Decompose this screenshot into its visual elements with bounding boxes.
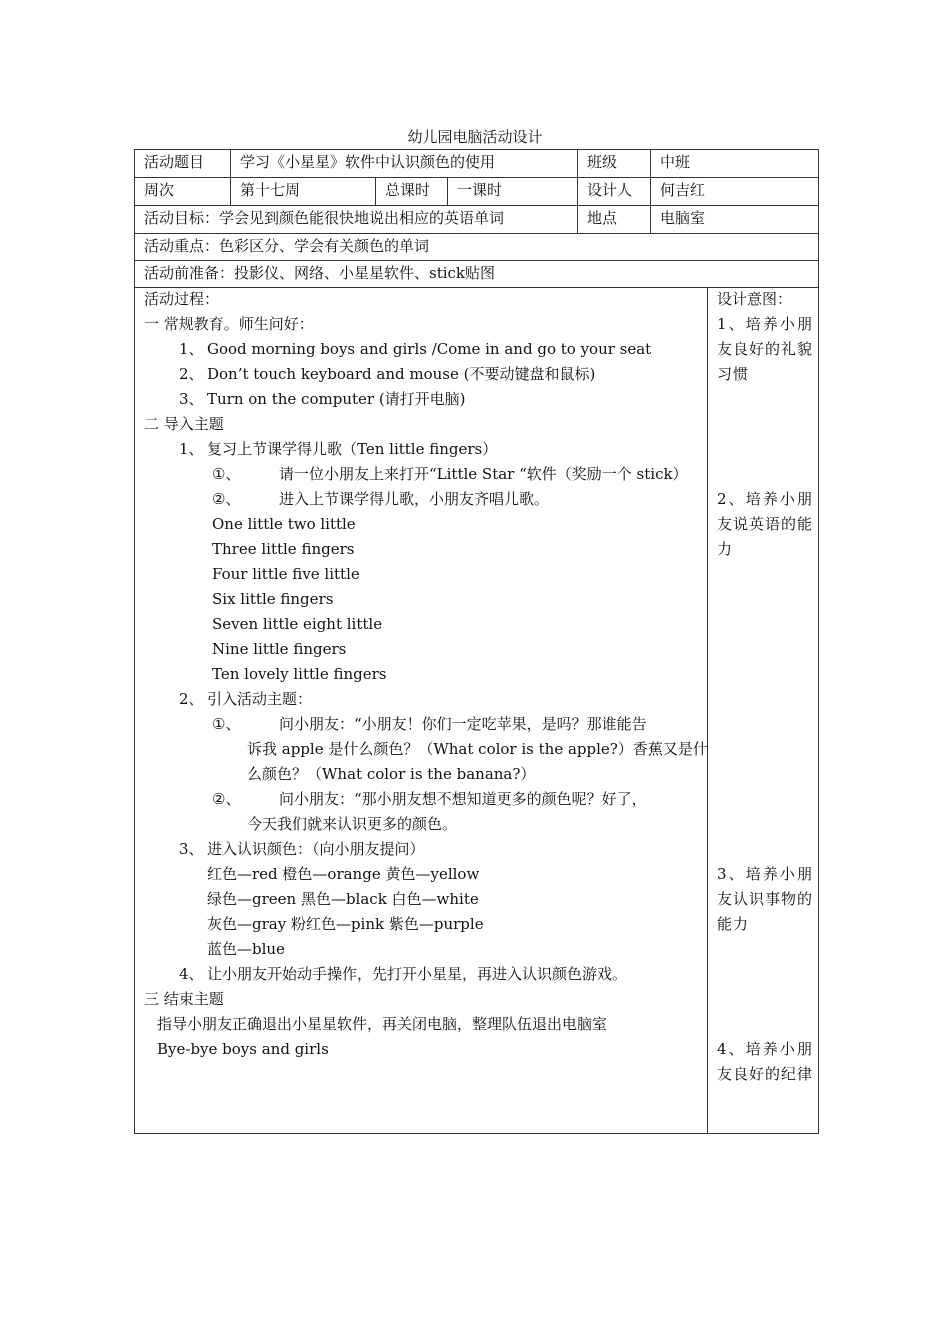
topic-value: 学习《小星星》软件中认识颜色的使用 <box>240 153 496 171</box>
col-divider <box>447 177 448 205</box>
song-line: Seven little eight little <box>212 615 383 633</box>
song-line: Ten lovely little fingers <box>212 665 387 683</box>
col-divider <box>650 149 651 233</box>
hours-value: 一课时 <box>457 181 503 199</box>
closing-line: Bye-bye boys and girls <box>157 1040 329 1058</box>
list-item: 进入认识颜色：（向小朋友提问） <box>207 840 425 858</box>
list-item: Don’t touch keyboard and mouse (不要动键盘和鼠标) <box>207 365 596 383</box>
activity-prep: 活动前准备：投影仪、网络、小星星软件、stick贴图 <box>144 264 496 282</box>
col-divider <box>707 287 708 1134</box>
designer-label: 设计人 <box>587 181 633 199</box>
list-item: Good morning boys and girls /Come in and go to your seat <box>207 340 652 358</box>
intent-note: 2、培养小朋友说英语的能力 <box>717 490 814 558</box>
activity-focus: 活动重点：色彩区分、学会有关颜色的单词 <box>144 237 430 255</box>
class-label: 班级 <box>587 153 618 171</box>
list-number: 4、 <box>179 965 204 983</box>
list-number: 2、 <box>179 690 204 708</box>
sub-item: 么颜色？（What color is the banana?） <box>247 765 536 783</box>
closing-line: 指导小朋友正确退出小星星软件，再关闭电脑，整理队伍退出电脑室 <box>157 1015 608 1033</box>
sub-item: 诉我 apple 是什么颜色？（What color is the apple?）香蕉又是什 <box>247 740 708 758</box>
sub-item: 问小朋友：“那小朋友想不想知道更多的颜色呢？好了， <box>279 790 647 808</box>
process-heading: 活动过程： <box>144 290 220 308</box>
hours-label: 总课时 <box>385 181 431 199</box>
place-label: 地点 <box>587 209 618 227</box>
intent-note: 1、培养小朋友良好的礼貌习惯 <box>717 315 814 383</box>
designer-value: 何吉红 <box>660 181 706 199</box>
class-value: 中班 <box>660 153 691 171</box>
sub-item: 今天我们就来认识更多的颜色。 <box>247 815 458 833</box>
col-divider <box>375 177 376 205</box>
sub-item: 进入上节课学得儿歌，小朋友齐唱儿歌。 <box>279 490 550 508</box>
list-number: 3、 <box>179 840 204 858</box>
week-label: 周次 <box>144 181 175 199</box>
sub-number: ②、 <box>212 490 241 508</box>
song-line: Six little fingers <box>212 590 334 608</box>
list-item: 让小朋友开始动手操作，先打开小星星，再进入认识颜色游戏。 <box>207 965 628 983</box>
intent-note: 3、培养小朋友认识事物的能力 <box>717 865 814 933</box>
color-line: 灰色—gray 粉红色—pink 紫色—purple <box>207 915 484 933</box>
color-line: 蓝色—blue <box>207 940 285 958</box>
topic-label: 活动题目 <box>144 153 205 171</box>
week-value: 第十七周 <box>240 181 301 199</box>
song-line: One little two little <box>212 515 356 533</box>
list-number: 2、 <box>179 365 204 383</box>
sub-item: 问小朋友：“小朋友！你们一定吃苹果，是吗？那谁能告 <box>279 715 647 733</box>
intent-note: 4、培养小朋友良好的纪律 <box>717 1040 814 1083</box>
section-heading: 二 导入主题 <box>144 415 224 433</box>
song-line: Nine little fingers <box>212 640 347 658</box>
document-title: 幼儿园电脑活动设计 <box>407 128 543 146</box>
section-heading: 一 常规教育。师生问好： <box>144 315 314 333</box>
color-line: 绿色—green 黑色—black 白色—white <box>207 890 479 908</box>
song-line: Four little five little <box>212 565 360 583</box>
list-item: 引入活动主题： <box>207 690 313 708</box>
list-number: 1、 <box>179 440 204 458</box>
section-heading: 三 结束主题 <box>144 990 224 1008</box>
sub-number: ①、 <box>212 465 241 483</box>
intent-heading: 设计意图： <box>717 290 793 308</box>
sub-number: ①、 <box>212 715 241 733</box>
list-item: Turn on the computer (请打开电脑) <box>207 390 466 408</box>
sub-item: 请一位小朋友上来打开“Little Star “软件（奖励一个 stick） <box>279 465 688 483</box>
list-number: 3、 <box>179 390 204 408</box>
list-number: 1、 <box>179 340 204 358</box>
sub-number: ②、 <box>212 790 241 808</box>
place-value: 电脑室 <box>660 209 706 227</box>
color-line: 红色—red 橙色—orange 黄色—yellow <box>207 865 480 883</box>
col-divider <box>230 149 231 205</box>
col-divider <box>577 149 578 233</box>
song-line: Three little fingers <box>212 540 355 558</box>
list-item: 复习上节课学得儿歌（Ten little fingers） <box>207 440 498 458</box>
activity-goal: 活动目标：学会见到颜色能很快地说出相应的英语单词 <box>144 209 505 227</box>
